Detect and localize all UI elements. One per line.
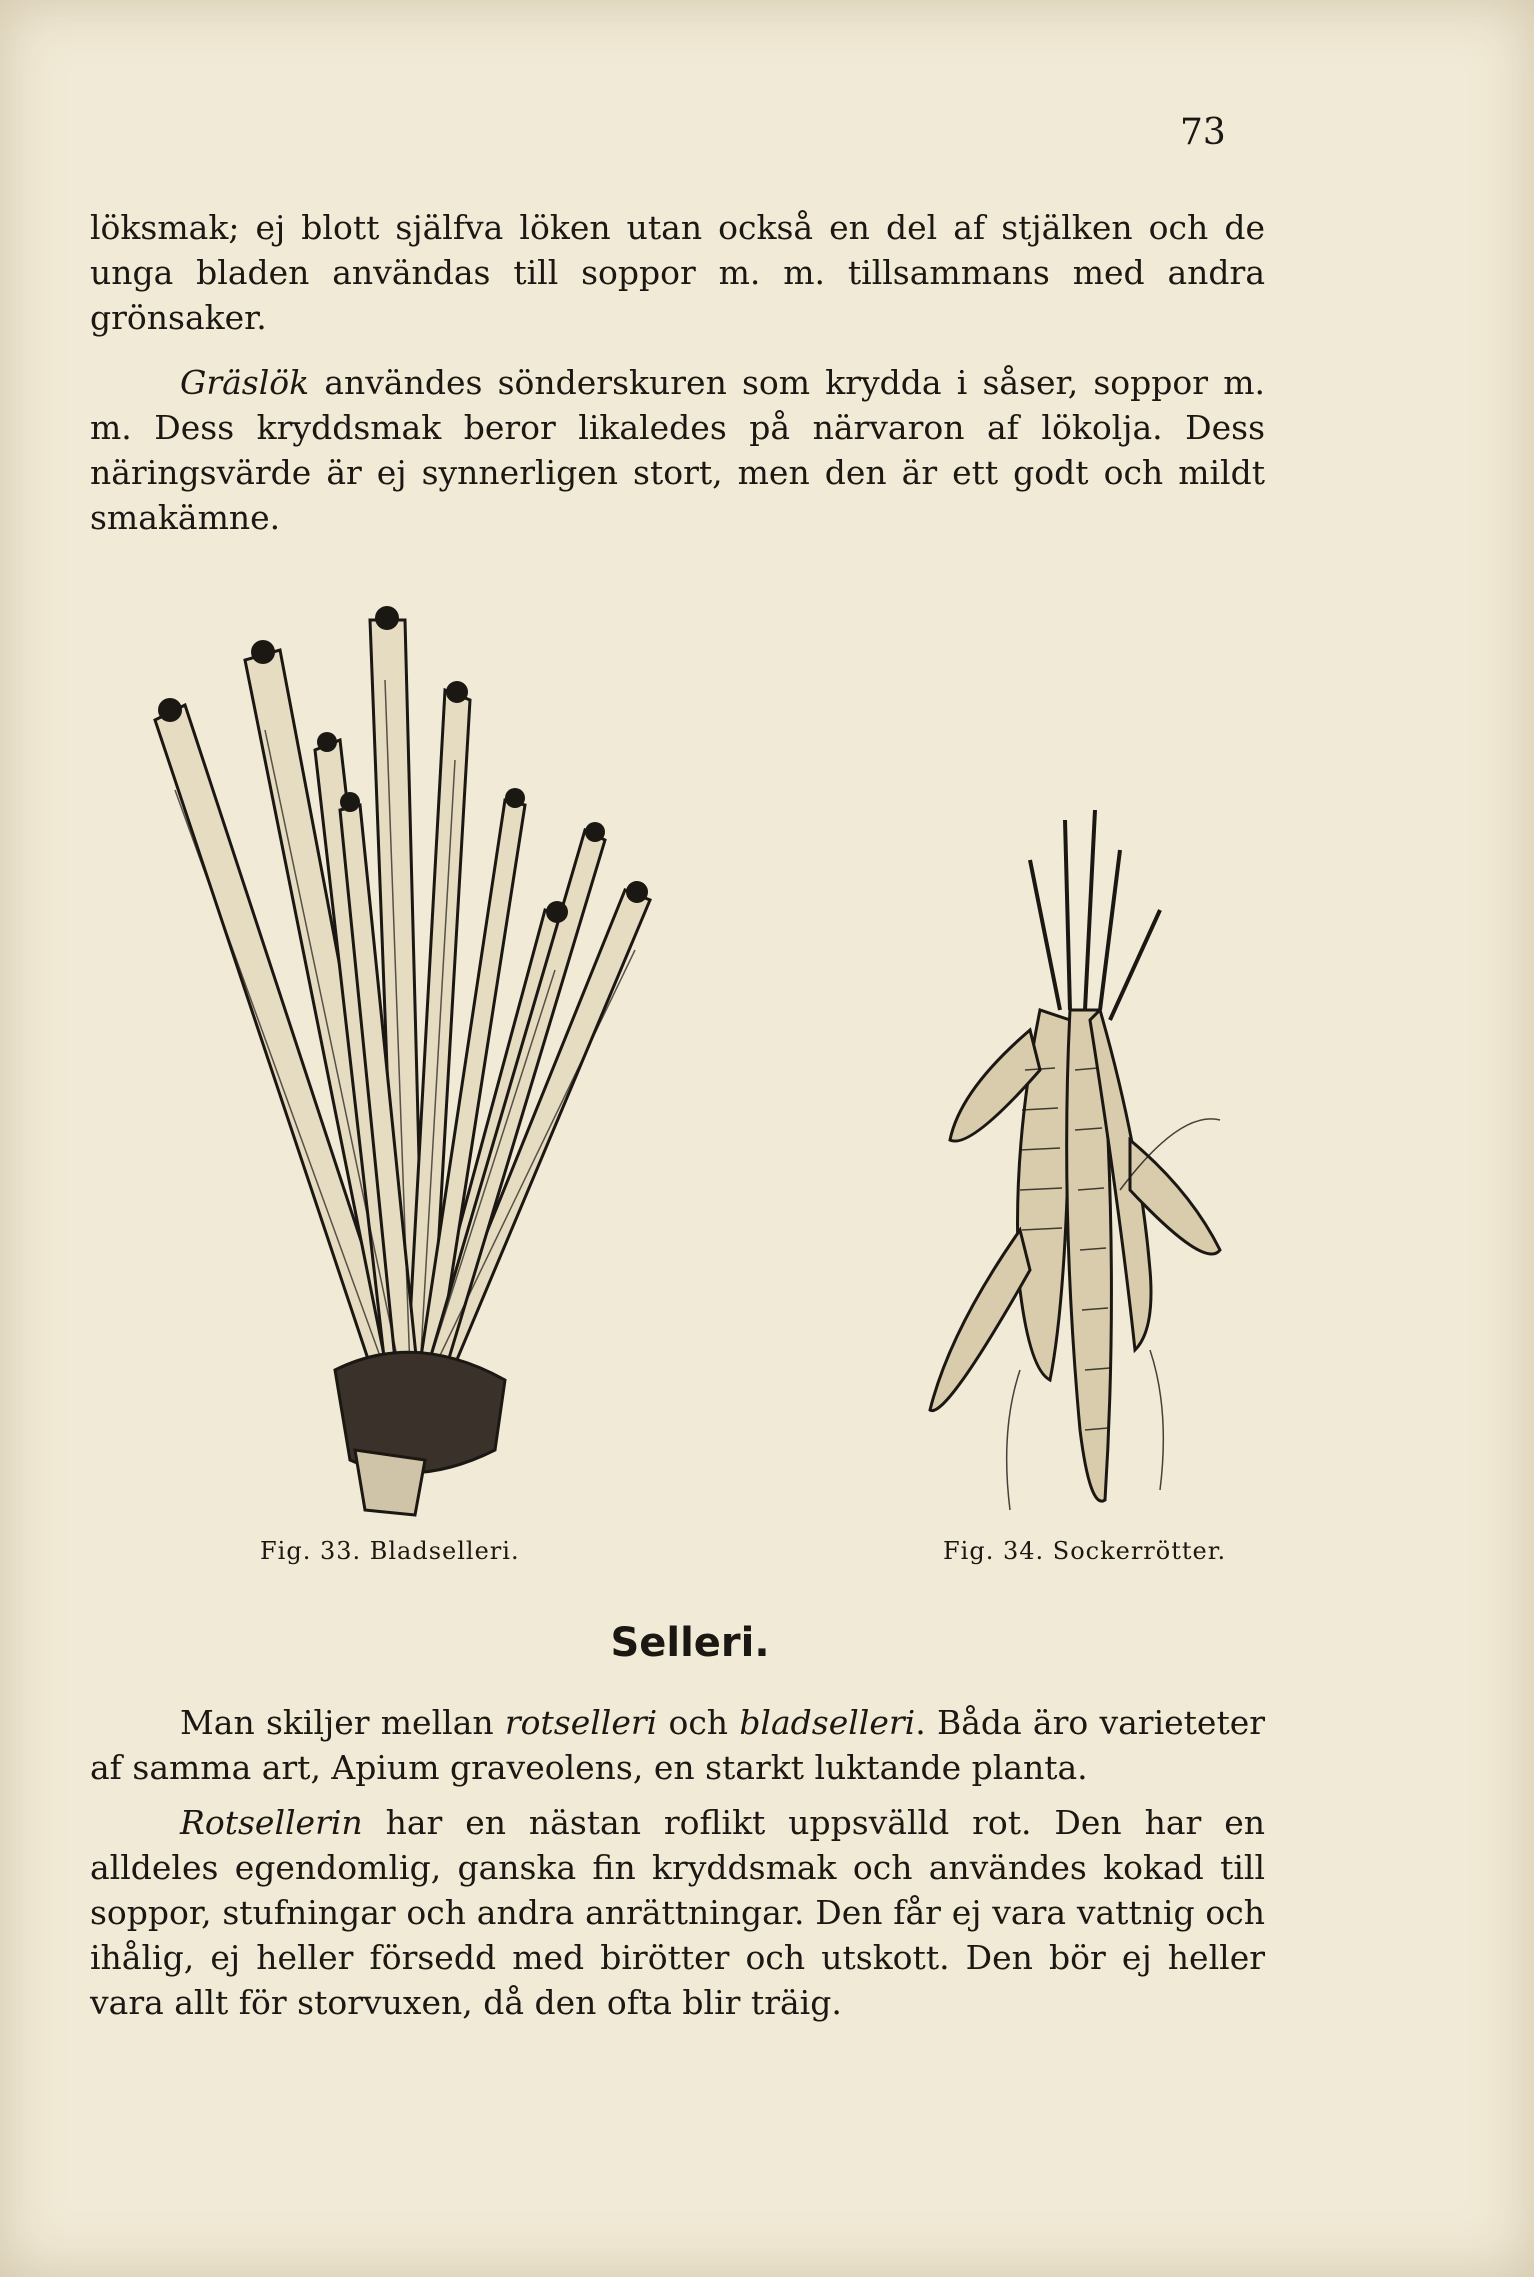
figure-34-caption: Fig. 34. Sockerrötter. [943,1537,1227,1565]
figure-33-caption: Fig. 33. Bladselleri. [260,1537,520,1565]
section-heading: Selleri. [610,1620,770,1666]
paragraph-leek: löksmak; ej blott själfva löken utan också en del af stjälken och de unga bladen användas till soppor m. m. tillsammans med andra grönsaker. [90,208,1265,337]
page-number: 73 [1180,112,1226,153]
bladselleri-illustration [115,590,675,1520]
sockerrotter-illustration [920,810,1240,1530]
paragraph-selleri-intro-start: Man skiljer mellan [180,1703,505,1742]
paragraph-chives [90,360,1265,540]
paragraph-selleri-intro [90,1700,1265,1790]
paragraph-selleri-intro-mid: och [657,1703,740,1742]
term-rotsellerin: Rotsellerin [180,1803,363,1842]
term-graslok: Gräslök [180,363,310,402]
paragraph-rotselleri [90,1800,1265,2025]
root [930,1230,1030,1411]
paragraph-rotselleri-text: har en nästan roflikt uppsvälld rot. Den har en alldeles egendomlig, ganska fin kryddsmak och användes kokad till soppor, stufningar och andra anrättningar. Den får ej vara vattnig och ihålig, ej heller försedd med birötter och utskott. Den bör ej heller vara allt för storvuxen, då den ofta blir träig. [90,1803,1265,2022]
term-bladselleri: bladselleri [739,1703,916,1742]
celery-root-stub [355,1450,425,1515]
term-rotselleri: rotselleri [504,1703,658,1742]
paragraph-selleri-intro-end: . Båda äro varieteter af samma art, Apium graveolens, en starkt luktande planta. [90,1703,1266,1787]
paragraph-chives-text: användes sönderskuren som krydda i såser, soppor m. m. Dess kryddsmak beror likaledes på närvaron af lökolja. Dess näringsvärde är ej synnerligen stort, men den är ett godt och mildt smakämne. [90,363,1265,537]
